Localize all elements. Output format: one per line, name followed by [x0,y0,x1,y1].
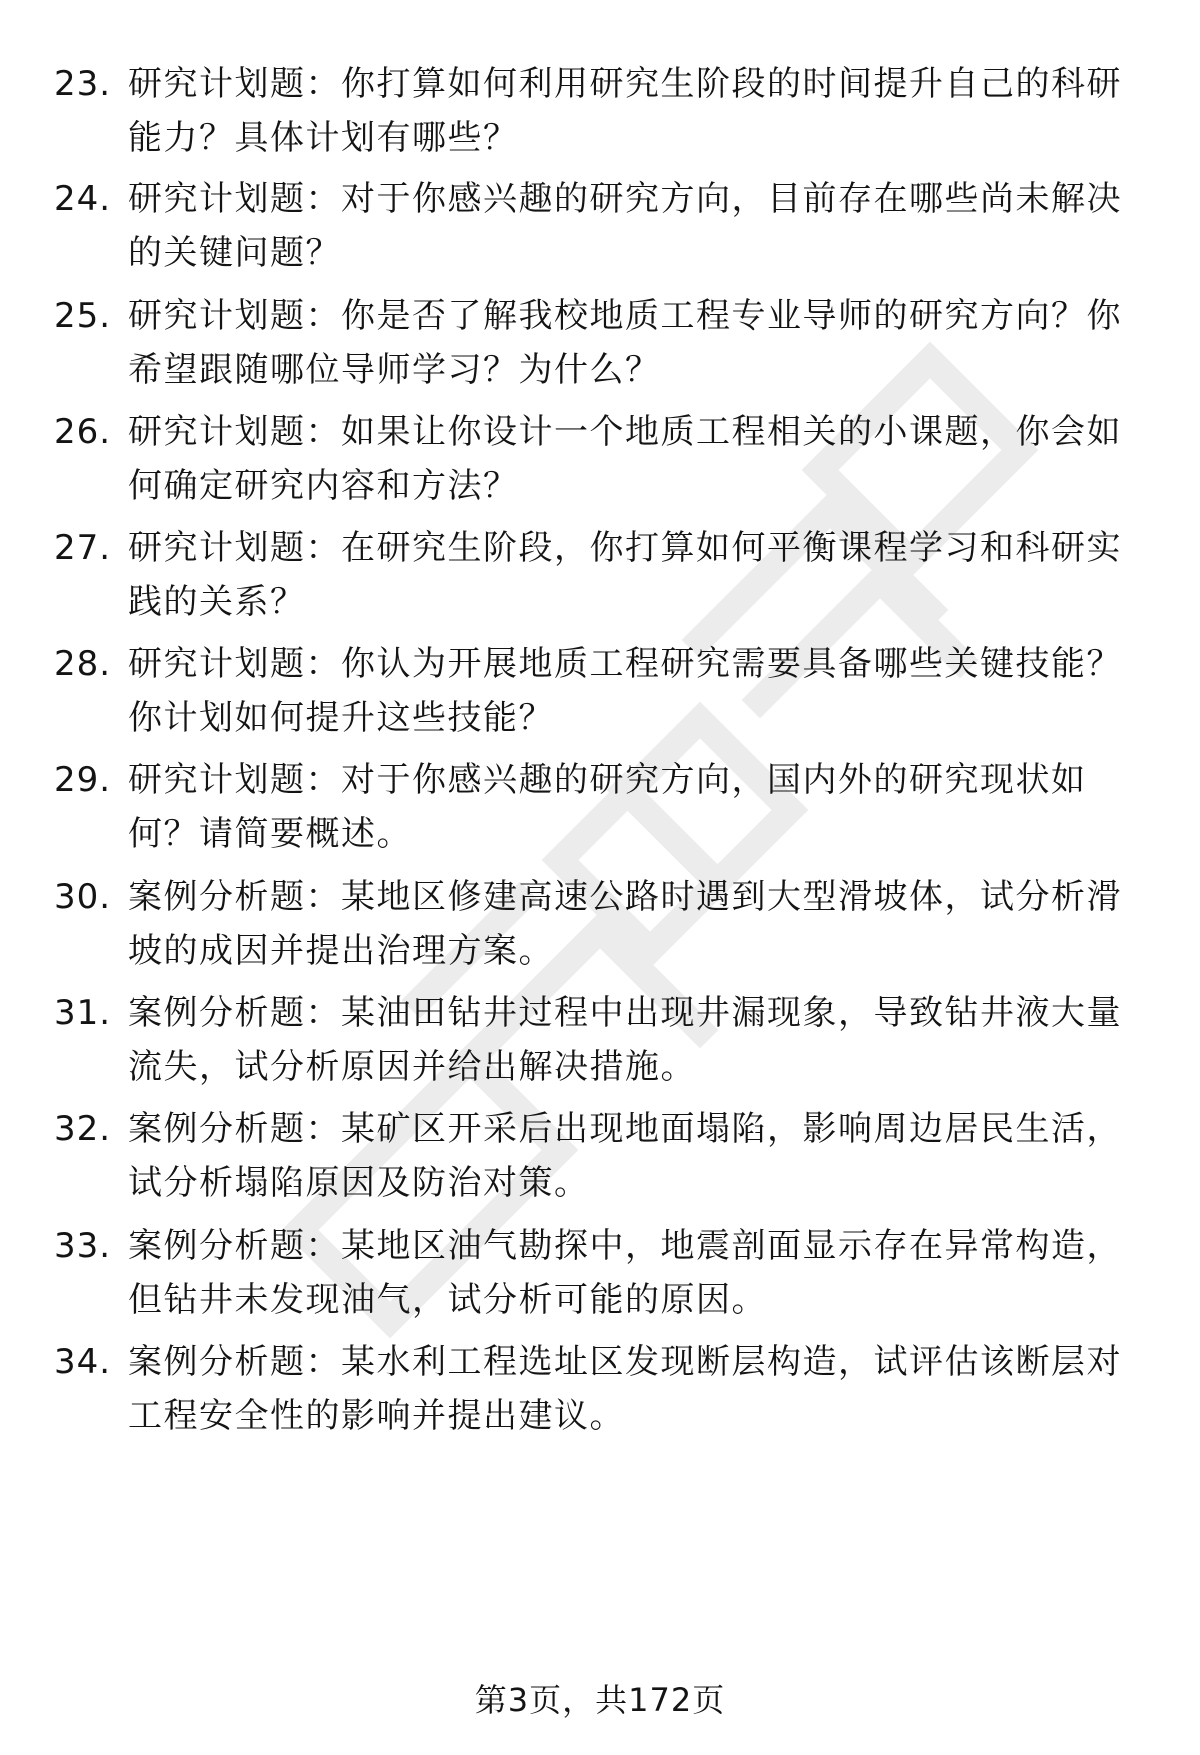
question-text: 研究计划题：对于你感兴趣的研究方向，目前存在哪些尚未解决的关键问题？ [128,179,1122,273]
question-item [0,1102,1200,1202]
question-item [0,172,1200,272]
question-item [0,1219,1200,1319]
question-item [0,753,1200,853]
question-text: 研究计划题：对于你感兴趣的研究方向，国内外的研究现状如何？请简要概述。 [128,760,1087,854]
question-text: 研究计划题：你是否了解我校地质工程专业导师的研究方向？你希望跟随哪位导师学习？为什么？ [128,296,1122,390]
question-text: 研究计划题：在研究生阶段，你打算如何平衡课程学习和科研实践的关系？ [128,528,1122,622]
question-text: 研究计划题：如果让你设计一个地质工程相关的小课题，你会如何确定研究内容和方法？ [128,412,1122,506]
question-number: 33. [54,1226,112,1266]
question-number: 30. [54,877,112,917]
question-text: 案例分析题：某地区修建高速公路时遇到大型滑坡体，试分析滑坡的成因并提出治理方案。 [128,877,1122,971]
question-number: 34. [54,1342,112,1382]
question-number: 32. [54,1109,112,1149]
question-item [0,521,1200,621]
question-text: 案例分析题：某水利工程选址区发现断层构造，试评估该断层对工程安全性的影响并提出建议。 [128,1342,1122,1436]
question-item [0,405,1200,505]
question-number: 29. [54,760,112,800]
question-number: 28. [54,644,112,684]
question-number: 23. [54,64,112,104]
question-item [0,986,1200,1086]
question-text: 案例分析题：某矿区开采后出现地面塌陷，影响周边居民生活，试分析塌陷原因及防治对策。 [128,1109,1122,1203]
question-text: 研究计划题：你认为开展地质工程研究需要具备哪些关键技能？你计划如何提升这些技能？ [128,644,1122,738]
question-number: 27. [54,528,112,568]
question-number: 26. [54,412,112,452]
question-number: 24. [54,179,112,219]
question-number: 31. [54,993,112,1033]
question-text: 研究计划题：你打算如何利用研究生阶段的时间提升自己的科研能力？具体计划有哪些？ [128,64,1122,158]
question-text: 案例分析题：某油田钻井过程中出现井漏现象，导致钻井液大量流失，试分析原因并给出解决措施。 [128,993,1122,1087]
question-item [0,637,1200,737]
question-item [0,289,1200,389]
question-number: 25. [54,296,112,336]
question-item [0,57,1200,157]
page-indicator: 第3页，共172页 [474,1681,726,1719]
question-item [0,870,1200,970]
question-text: 案例分析题：某地区油气勘探中，地震剖面显示存在异常构造，但钻井未发现油气，试分析可能的原因。 [128,1226,1122,1320]
question-item [0,1335,1200,1435]
